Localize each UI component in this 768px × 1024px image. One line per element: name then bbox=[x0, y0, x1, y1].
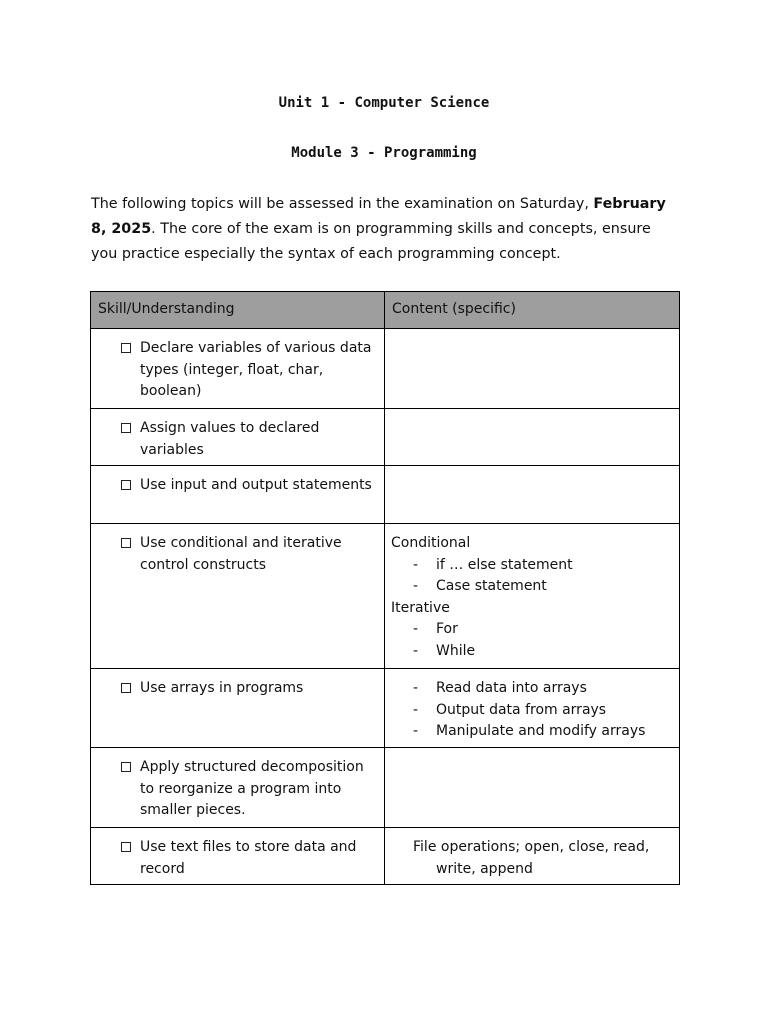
checkbox-icon[interactable] bbox=[121, 343, 131, 353]
skill-cell bbox=[91, 466, 385, 524]
document-title: Unit 1 - Computer Science bbox=[278, 95, 490, 111]
content-text: write, append bbox=[436, 860, 533, 877]
list-item: - Case statement bbox=[413, 578, 547, 594]
skill-text: Use arrays in programs bbox=[140, 680, 304, 696]
checkbox-icon[interactable] bbox=[121, 683, 131, 693]
table-row bbox=[91, 669, 680, 748]
intro-text-end: . The core of the exam is on programming skills and concepts, ensure you practice especially the syntax of each programming concept. bbox=[91, 221, 651, 262]
skill-cell bbox=[91, 828, 385, 885]
skill-text: Use conditional and iterative control constructs bbox=[140, 535, 342, 573]
topics-table bbox=[90, 291, 680, 885]
checkbox-icon[interactable] bbox=[121, 423, 131, 433]
skill-cell bbox=[91, 748, 385, 828]
table-row bbox=[91, 524, 680, 669]
content-cell bbox=[385, 409, 680, 466]
list-item: - Output data from arrays bbox=[413, 701, 607, 718]
checkbox-icon[interactable] bbox=[121, 762, 131, 772]
checkbox-icon[interactable] bbox=[121, 538, 131, 548]
content-group-label: Iterative bbox=[391, 599, 450, 616]
skill-text: Declare variables of various data types (integer, float, char, boolean) bbox=[140, 340, 372, 399]
checkbox-icon[interactable] bbox=[121, 842, 131, 852]
skill-text: Assign values to declared variables bbox=[140, 420, 320, 458]
skill-cell bbox=[91, 524, 385, 669]
table-row bbox=[91, 409, 680, 466]
exam-date: February 8, 2025 bbox=[91, 196, 666, 237]
content-cell bbox=[385, 828, 680, 885]
list-item: - Manipulate and modify arrays bbox=[413, 723, 646, 739]
intro-text-start: The following topics will be assessed in the examination on Saturday, bbox=[91, 196, 594, 212]
table-row bbox=[91, 828, 680, 885]
table-row bbox=[91, 466, 680, 524]
skill-cell bbox=[91, 669, 385, 748]
intro-paragraph bbox=[91, 192, 681, 267]
module-title: Module 3 - Programming bbox=[291, 145, 477, 161]
skill-text: Use input and output statements bbox=[140, 477, 372, 493]
skill-text: Use text files to store data and record bbox=[140, 839, 357, 877]
list-item: - if … else statement bbox=[413, 556, 573, 573]
skill-cell bbox=[91, 329, 385, 409]
list-item: - For bbox=[413, 621, 458, 637]
table-row bbox=[91, 329, 680, 409]
content-cell bbox=[385, 748, 680, 828]
content-cell bbox=[385, 524, 680, 669]
skill-cell bbox=[91, 409, 385, 466]
table-row bbox=[91, 748, 680, 828]
content-cell bbox=[385, 329, 680, 409]
content-text: File operations; open, close, read, bbox=[413, 839, 650, 855]
content-cell bbox=[385, 466, 680, 524]
header-content: Content (specific) bbox=[385, 292, 680, 329]
checkbox-icon[interactable] bbox=[121, 480, 131, 490]
table-header-row bbox=[91, 292, 680, 329]
content-group-label: Conditional bbox=[391, 535, 471, 551]
skill-text: Apply structured decomposition to reorganize a program into smaller pieces. bbox=[140, 759, 364, 818]
list-item: - While bbox=[413, 642, 476, 659]
header-skill: Skill/Understanding bbox=[91, 292, 385, 329]
content-cell bbox=[385, 669, 680, 748]
list-item: - Read data into arrays bbox=[413, 680, 587, 696]
